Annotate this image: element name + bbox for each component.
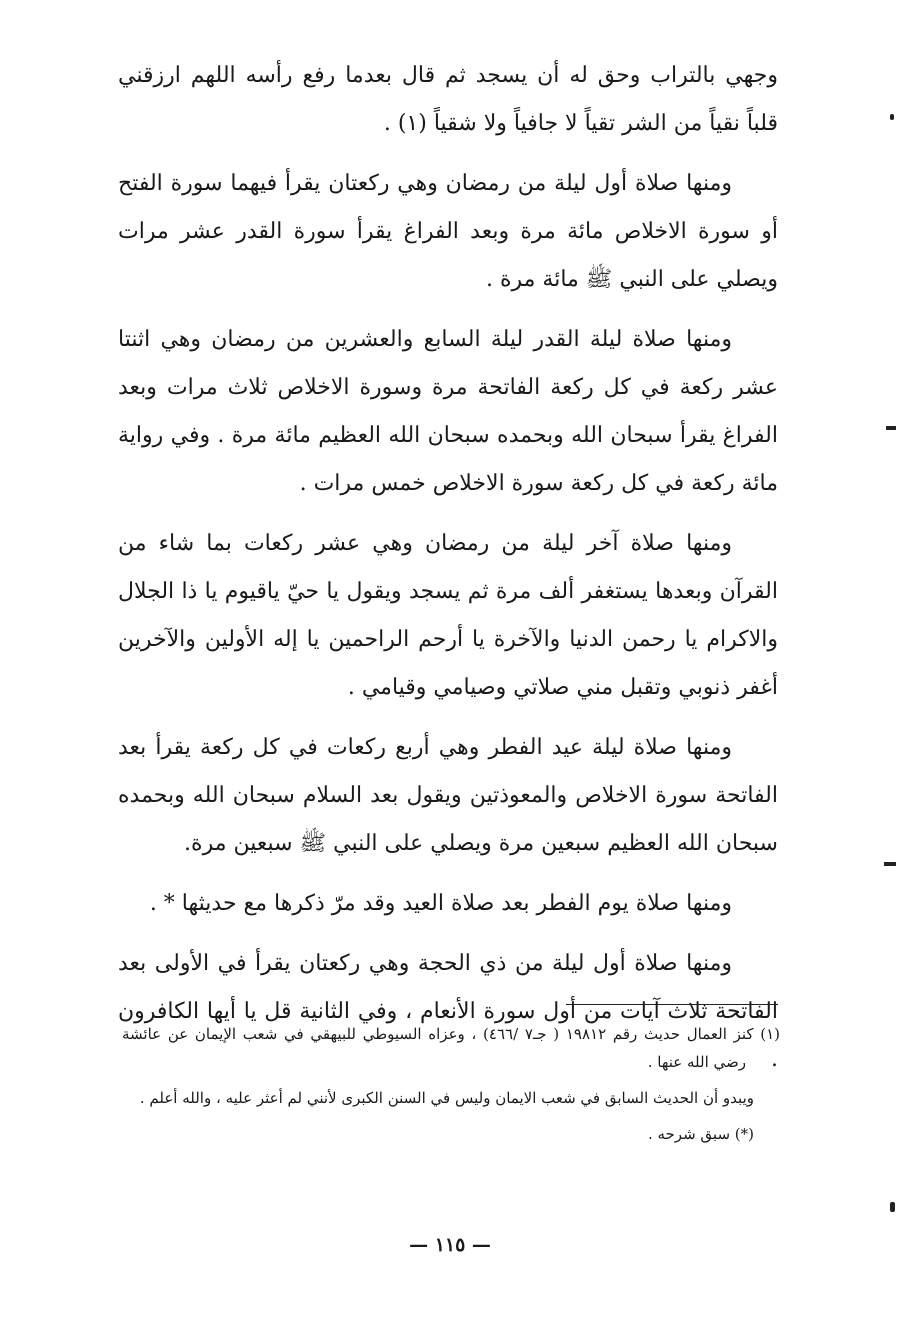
footnote-separator (566, 1004, 778, 1005)
scan-mark (886, 426, 896, 430)
paragraph-5: ومنها صلاة ليلة عيد الفطر وهي أربع ركعات في كل ركعة يقرأ بعد الفاتحة سورة الاخلاص والمعوذتين ويقول بعد السلام سبحان الله وبحمده سبحان الله العظيم سبعين مرة ويصلي على النبي ﷺ سبعين مرة. (118, 735, 779, 856)
page-number: — ١١٥ — (409, 1234, 491, 1256)
paragraph-6: ومنها صلاة يوم الفطر بعد صلاة العيد وقد مرّ ذكرها مع حديثها * . (149, 891, 732, 916)
main-text (118, 52, 781, 1096)
scan-mark (890, 1202, 895, 1212)
paragraph-7: ومنها صلاة أول ليلة من ذي الحجة وهي ركعتان يقرأ في الأولى بعد الفاتحة ثلاث آيات من أول سورة الأنعام ، وفي الثانية قل يا أيها الكافرون . (118, 951, 779, 1072)
scan-mark (890, 114, 894, 120)
footnote-note: ويبدو أن الحديث السابق في شعب الايمان وليس في السنن الكبرى لأنني لم أعثر عليه ، والله أعلم . (139, 1089, 754, 1107)
footnotes (122, 1020, 780, 1156)
paragraph-4: ومنها صلاة آخر ليلة من رمضان وهي عشر ركعات بما شاء من القرآن وبعدها يستغفر ألف مرة ثم يسجد ويقول يا حيّ ياقيوم يا ذا الجلال والاكرام يا رحمن الدنيا والآخرة يا أرحم الراحمين يا إله الأولين والآخرين أغفر ذنوبي وتقبل مني صلاتي وصيامي وقيامي . (118, 531, 778, 700)
footnote-1: (١) كنز العمال حديث رقم ١٩٨١٢ ( جـ٧ /٤٦٦) ، وعزاه السيوطي للبيهقي في شعب الإيمان عن عائشة رضي الله عنها . (122, 1025, 781, 1071)
footnote-asterisk: (*) سبق شرحه . (647, 1125, 754, 1143)
paragraph-2: ومنها صلاة أول ليلة من رمضان وهي ركعتان يقرأ فيهما سورة الفتح أو سورة الاخلاص مائة مرة وبعد الفراغ يقرأ سورة القدر عشر مرات ويصلي على النبي ﷺ مائة مرة . (118, 171, 778, 292)
paragraph-1: وجهي بالتراب وحق له أن يسجد ثم قال بعدما رفع رأسه اللهم ارزقني قلباً نقياً من الشر تقياً لا جافياً ولا شقياً (١) . (118, 63, 778, 136)
paragraph-3: ومنها صلاة ليلة القدر ليلة السابع والعشرين من رمضان وهي اثنتا عشر ركعة في كل ركعة الفاتحة مرة وسورة الاخلاص ثلاث مرات وبعد الفراغ يقرأ سبحان الله وبحمده سبحان الله العظيم مائة مرة . وفي رواية مائة ركعة في كل ركعة سورة الاخلاص خمس مرات . (118, 327, 778, 496)
scan-mark (884, 862, 896, 866)
